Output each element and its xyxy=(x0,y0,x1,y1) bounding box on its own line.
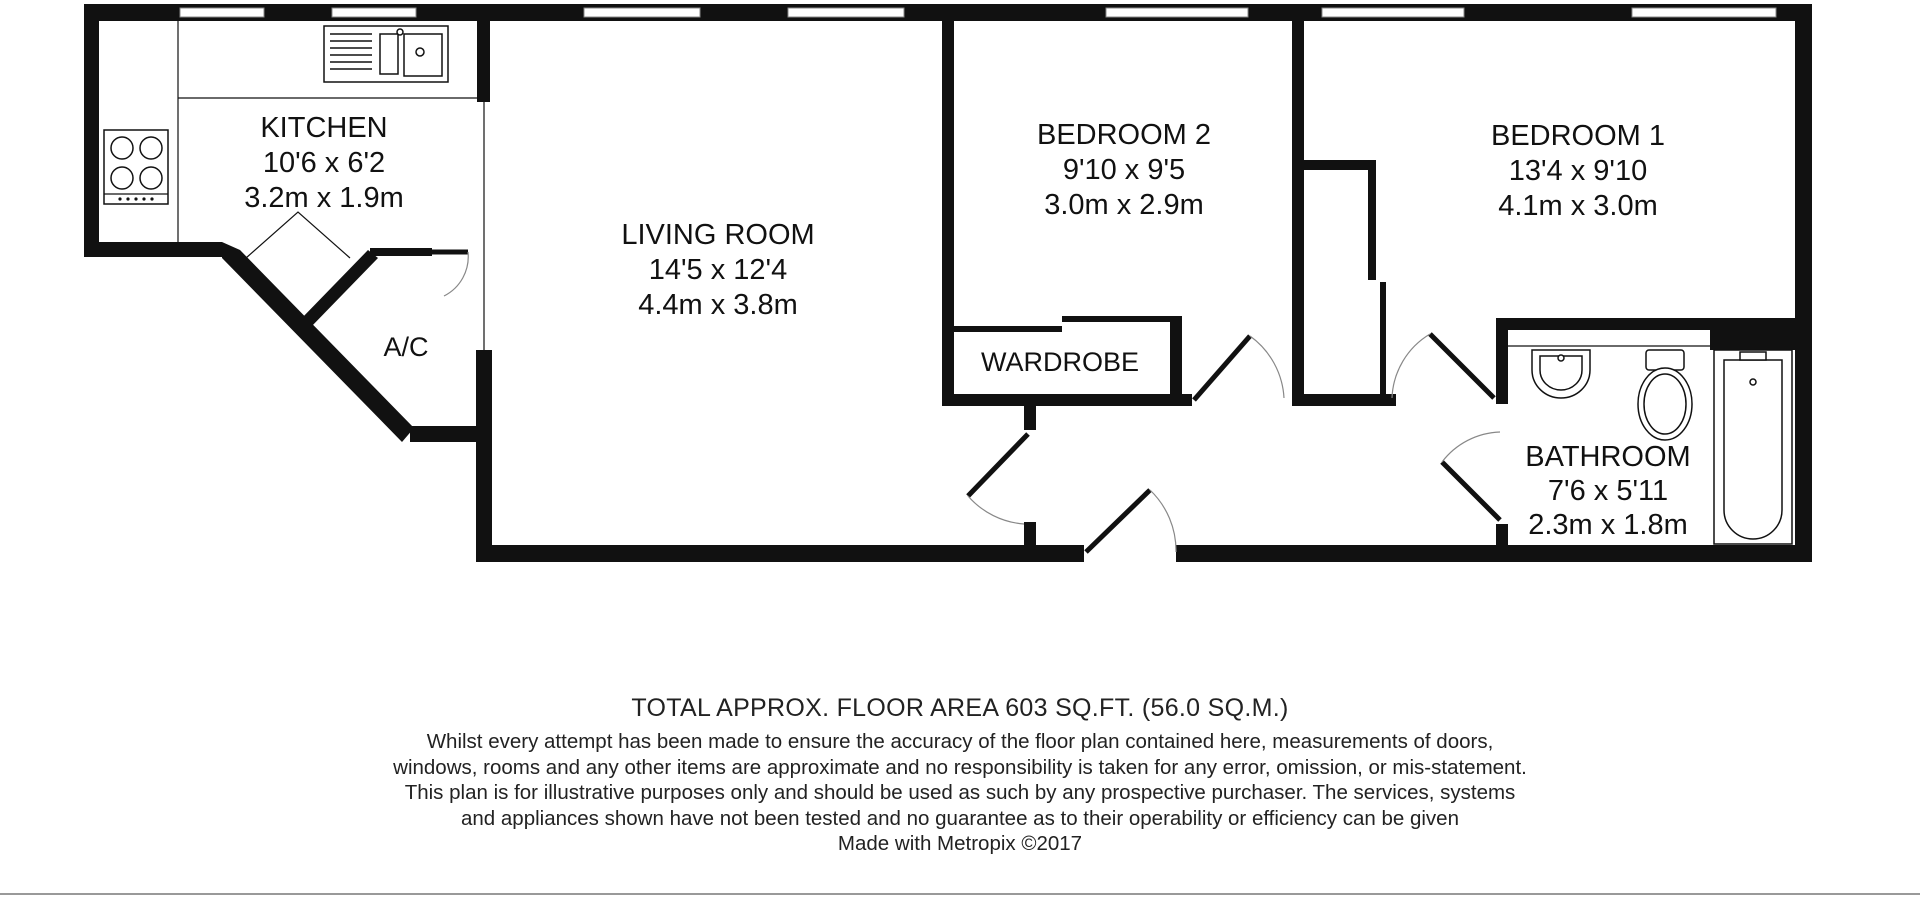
bedroom2-door xyxy=(1194,336,1250,400)
living-room-door xyxy=(968,434,1028,496)
wardrobe-label: WARDROBE xyxy=(980,347,1140,377)
bedroom2-name: BEDROOM 2 xyxy=(1036,119,1212,151)
ac-cupboard-door-lines xyxy=(246,212,350,258)
bathroom-imperial: 7'6 x 5'11 xyxy=(1547,475,1669,507)
window xyxy=(1106,8,1248,17)
bathroom-name: BATHROOM xyxy=(1525,441,1691,473)
bedroom1-wardrobe-side xyxy=(1368,160,1376,280)
disclaimer-text: Whilst every attempt has been made to ensure the accuracy of the floor plan contained here, measurements of doors, windows, rooms and any other items are approximate and no responsibility is taken for any error, omission, or mis-statement. This plan is for illustrative purposes only and should be used as such by any prospective purchaser. The services, systems and appliances shown have not been tested and no guarantee as to their operability or efficiency can be given xyxy=(393,730,1527,830)
kitchen-living-wall-top xyxy=(477,4,490,102)
wardrobe-right-post xyxy=(1170,316,1182,406)
wardrobe-top-2 xyxy=(1062,316,1176,322)
bedroom2-imperial: 9'10 x 9'5 xyxy=(1062,154,1186,186)
toilet-icon xyxy=(1638,350,1692,440)
living-room-name: LIVING ROOM xyxy=(621,219,815,251)
ac-top-wall xyxy=(370,248,432,256)
bath-partition xyxy=(1710,318,1812,350)
wardrobe-top xyxy=(954,326,1062,332)
bathroom-metric: 2.3m x 1.8m xyxy=(1528,509,1688,541)
basin-icon xyxy=(1532,350,1590,398)
outer-wall-left xyxy=(84,4,99,256)
bedroom2-metric: 3.0m x 2.9m xyxy=(1044,189,1204,221)
kitchen-imperial: 10'6 x 6'2 xyxy=(262,147,386,179)
bathroom-left-wall-bottom xyxy=(1496,524,1508,562)
bedroom1-wardrobe-wall xyxy=(1304,160,1376,170)
outer-wall-bottom-left xyxy=(476,545,1084,562)
bath-icon xyxy=(1714,350,1792,544)
hob-icon xyxy=(104,130,168,204)
bedroom2-bedroom1-wall xyxy=(1292,4,1304,406)
window xyxy=(1632,8,1776,17)
bedroom1-bottom-wall xyxy=(1292,394,1396,406)
bedroom1-metric: 4.1m x 3.0m xyxy=(1498,190,1658,222)
floor-plan-footer xyxy=(0,693,1920,856)
outer-wall-bottom-right xyxy=(1176,545,1812,562)
living-left-wall-lower xyxy=(476,350,492,562)
hall-lower-post xyxy=(1024,522,1036,562)
ac-door-swing xyxy=(444,252,468,296)
metropix-credit: Made with Metropix ©2017 xyxy=(837,832,1083,856)
window xyxy=(788,8,904,17)
kitchen-metric: 3.2m x 1.9m xyxy=(244,182,404,214)
airing-cupboard-label: A/C xyxy=(383,332,429,362)
total-floor-area: TOTAL APPROX. FLOOR AREA 603 SQ.FT. (56.0 SQ.M.) xyxy=(631,694,1289,722)
bathroom-door xyxy=(1442,462,1500,520)
sink-icon xyxy=(324,26,448,82)
ac-inner-wall xyxy=(300,250,378,328)
window xyxy=(1322,8,1464,17)
bedroom1-imperial: 13'4 x 9'10 xyxy=(1508,155,1648,187)
window xyxy=(332,8,416,17)
bathroom-left-wall-top xyxy=(1496,318,1508,404)
living-bedroom2-wall xyxy=(942,4,954,406)
kitchen-bottom-wall xyxy=(84,242,222,257)
entrance-door-swing xyxy=(1150,490,1176,552)
bedroom1-wardrobe-side-2 xyxy=(1380,282,1386,397)
living-room-metric: 4.4m x 3.8m xyxy=(638,289,798,321)
bottom-divider xyxy=(0,893,1920,895)
bedroom2-bottom-wall xyxy=(942,394,1192,406)
ac-bottom-wall xyxy=(410,426,480,442)
window xyxy=(584,8,700,17)
hall-upper-post xyxy=(1024,406,1036,430)
bedroom1-door-swing xyxy=(1392,334,1430,398)
bedroom1-door xyxy=(1430,334,1494,398)
entrance-door xyxy=(1086,490,1150,552)
outer-wall-right xyxy=(1795,4,1812,562)
living-room-door-swing xyxy=(968,496,1024,524)
bedroom2-door-swing xyxy=(1250,336,1284,398)
bathroom-door-swing xyxy=(1442,432,1500,462)
window xyxy=(180,8,264,17)
kitchen-name: KITCHEN xyxy=(260,112,388,144)
living-room-imperial: 14'5 x 12'4 xyxy=(648,254,788,286)
bedroom1-name: BEDROOM 1 xyxy=(1490,120,1666,152)
